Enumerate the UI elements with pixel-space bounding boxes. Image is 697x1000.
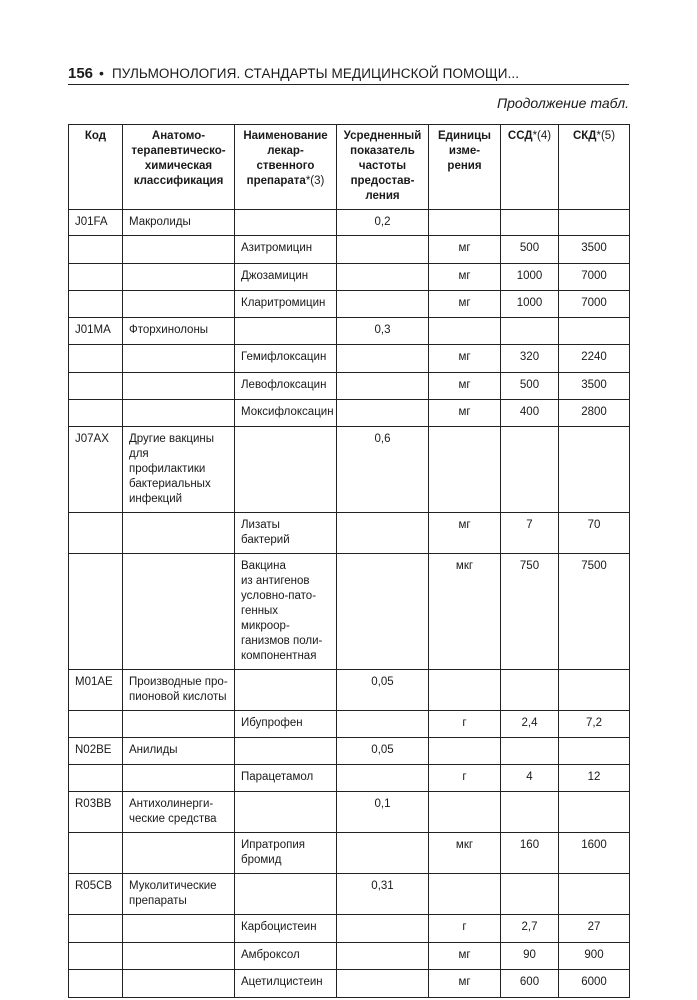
- cell-drug-name: [235, 670, 337, 711]
- group-row: [69, 670, 630, 711]
- cell-frequency: [337, 264, 429, 291]
- cell-drug-name: Джозамицин: [235, 264, 337, 291]
- cell-atc-class: Другие вакцины для профилактики бактериальных инфекций: [123, 427, 235, 513]
- table-continuation-label: Продолжение табл.: [496, 95, 629, 111]
- cell-skd: [559, 792, 630, 833]
- drug-table: [68, 124, 630, 998]
- cell-frequency: [337, 554, 429, 670]
- drug-row: [69, 833, 630, 874]
- cell-frequency: [337, 915, 429, 943]
- cell-frequency: [337, 291, 429, 318]
- header-text: Усредненный показатель частоты предостав- ления: [343, 130, 422, 202]
- drug-row: [69, 915, 630, 943]
- cell-ssd: [501, 738, 559, 765]
- cell-code: [69, 554, 123, 670]
- cell-frequency: 0,05: [337, 670, 429, 711]
- header-text: Наименование лекар- ственного препарата: [243, 130, 328, 187]
- cell-skd: 27: [559, 915, 630, 943]
- running-title: ПУЛЬМОНОЛОГИЯ. СТАНДАРТЫ МЕДИЦИНСКОЙ ПОМОЩИ...: [111, 65, 520, 81]
- cell-ssd: 750: [501, 554, 559, 670]
- cell-atc-class: [123, 970, 235, 998]
- cell-unit: [429, 210, 501, 236]
- cell-skd: 3500: [559, 236, 630, 264]
- cell-drug-name: Ибупрофен: [235, 711, 337, 738]
- cell-ssd: [501, 318, 559, 345]
- cell-frequency: 0,31: [337, 874, 429, 915]
- cell-code: N02BE: [69, 738, 123, 765]
- header-text: Код: [84, 130, 107, 142]
- cell-ssd: [501, 874, 559, 915]
- cell-atc-class: Фторхинолоны: [123, 318, 235, 345]
- cell-skd: 900: [559, 943, 630, 970]
- drug-row: [69, 373, 630, 400]
- cell-ssd: 320: [501, 345, 559, 373]
- cell-code: [69, 345, 123, 373]
- cell-code: [69, 943, 123, 970]
- cell-drug-name: [235, 427, 337, 513]
- cell-unit: г: [429, 711, 501, 738]
- drug-row: [69, 554, 630, 670]
- cell-ssd: 500: [501, 236, 559, 264]
- header-text: ССД: [507, 130, 533, 142]
- cell-drug-name: Ипратропия бромид: [235, 833, 337, 874]
- cell-drug-name: Гемифлоксацин: [235, 345, 337, 373]
- cell-unit: мг: [429, 970, 501, 998]
- header-ssd: [501, 125, 559, 210]
- cell-frequency: [337, 400, 429, 427]
- cell-skd: [559, 738, 630, 765]
- cell-skd: 7,2: [559, 711, 630, 738]
- cell-atc-class: [123, 373, 235, 400]
- cell-code: M01AE: [69, 670, 123, 711]
- cell-frequency: [337, 765, 429, 792]
- header-drug-name: [235, 125, 337, 210]
- cell-drug-name: [235, 738, 337, 765]
- cell-unit: мкг: [429, 554, 501, 670]
- group-row: [69, 210, 630, 236]
- cell-atc-class: [123, 765, 235, 792]
- cell-frequency: [337, 236, 429, 264]
- cell-code: R03BB: [69, 792, 123, 833]
- cell-atc-class: [123, 291, 235, 318]
- header-text: Анатомо- терапевтическо- химическая классификация: [131, 130, 226, 187]
- cell-unit: [429, 318, 501, 345]
- header-footnote-ref: *(3): [305, 175, 325, 187]
- cell-drug-name: Карбоцистеин: [235, 915, 337, 943]
- cell-ssd: 1000: [501, 291, 559, 318]
- drug-row: [69, 264, 630, 291]
- cell-ssd: 2,7: [501, 915, 559, 943]
- cell-drug-name: Ацетилцистеин: [235, 970, 337, 998]
- cell-atc-class: [123, 400, 235, 427]
- cell-unit: мг: [429, 345, 501, 373]
- cell-skd: [559, 427, 630, 513]
- cell-unit: мг: [429, 264, 501, 291]
- cell-skd: 7000: [559, 264, 630, 291]
- table-body: [69, 210, 630, 998]
- header-skd: [559, 125, 630, 210]
- drug-row: [69, 711, 630, 738]
- cell-frequency: [337, 513, 429, 554]
- group-row: [69, 318, 630, 345]
- cell-unit: мкг: [429, 833, 501, 874]
- cell-atc-class: [123, 264, 235, 291]
- cell-skd: 6000: [559, 970, 630, 998]
- cell-atc-class: [123, 943, 235, 970]
- page-number: 156: [68, 64, 94, 82]
- cell-skd: [559, 318, 630, 345]
- cell-ssd: [501, 792, 559, 833]
- header-code: [69, 125, 123, 210]
- cell-code: R05CB: [69, 874, 123, 915]
- group-row: [69, 738, 630, 765]
- drug-row: [69, 943, 630, 970]
- cell-unit: мг: [429, 291, 501, 318]
- drug-row: [69, 236, 630, 264]
- header-bullet: •: [99, 65, 104, 81]
- drug-row: [69, 400, 630, 427]
- cell-ssd: 2,4: [501, 711, 559, 738]
- running-header: [68, 62, 629, 85]
- table-header: [69, 125, 630, 210]
- cell-atc-class: Макролиды: [123, 210, 235, 236]
- header-frequency: [337, 125, 429, 210]
- cell-atc-class: [123, 513, 235, 554]
- cell-code: [69, 236, 123, 264]
- cell-unit: мг: [429, 373, 501, 400]
- header-unit: [429, 125, 501, 210]
- header-text: Единицы изме- рения: [438, 130, 491, 172]
- cell-skd: 2240: [559, 345, 630, 373]
- cell-unit: мг: [429, 513, 501, 554]
- cell-ssd: 500: [501, 373, 559, 400]
- cell-code: [69, 264, 123, 291]
- cell-drug-name: Амброксол: [235, 943, 337, 970]
- group-row: [69, 427, 630, 513]
- cell-unit: г: [429, 765, 501, 792]
- cell-skd: 2800: [559, 400, 630, 427]
- cell-drug-name: Вакцина из антигенов условно-пато- генных микроор- ганизмов поли- компонентная: [235, 554, 337, 670]
- cell-code: [69, 711, 123, 738]
- cell-drug-name: Левофлоксацин: [235, 373, 337, 400]
- group-row: [69, 792, 630, 833]
- cell-ssd: [501, 427, 559, 513]
- cell-skd: 70: [559, 513, 630, 554]
- cell-frequency: 0,3: [337, 318, 429, 345]
- cell-atc-class: [123, 833, 235, 874]
- cell-frequency: [337, 373, 429, 400]
- cell-ssd: 4: [501, 765, 559, 792]
- drug-row: [69, 513, 630, 554]
- cell-skd: [559, 210, 630, 236]
- cell-drug-name: [235, 210, 337, 236]
- header-text: СКД: [572, 130, 597, 142]
- cell-code: J01FA: [69, 210, 123, 236]
- cell-skd: 7000: [559, 291, 630, 318]
- cell-unit: мг: [429, 400, 501, 427]
- cell-frequency: 0,6: [337, 427, 429, 513]
- cell-skd: 3500: [559, 373, 630, 400]
- cell-code: [69, 970, 123, 998]
- cell-atc-class: Анилиды: [123, 738, 235, 765]
- cell-code: [69, 833, 123, 874]
- cell-code: [69, 513, 123, 554]
- cell-frequency: 0,2: [337, 210, 429, 236]
- cell-code: J01MA: [69, 318, 123, 345]
- cell-skd: 1600: [559, 833, 630, 874]
- cell-drug-name: [235, 318, 337, 345]
- cell-code: [69, 400, 123, 427]
- cell-unit: [429, 427, 501, 513]
- cell-atc-class: Антихолинерги- ческие средства: [123, 792, 235, 833]
- group-row: [69, 874, 630, 915]
- cell-drug-name: Кларитромицин: [235, 291, 337, 318]
- cell-unit: [429, 670, 501, 711]
- cell-drug-name: [235, 874, 337, 915]
- cell-frequency: [337, 970, 429, 998]
- header-footnote-ref: *(4): [532, 130, 552, 142]
- drug-row: [69, 765, 630, 792]
- cell-skd: 12: [559, 765, 630, 792]
- cell-frequency: [337, 833, 429, 874]
- cell-frequency: 0,1: [337, 792, 429, 833]
- cell-atc-class: [123, 345, 235, 373]
- cell-atc-class: [123, 915, 235, 943]
- cell-code: J07AX: [69, 427, 123, 513]
- drug-row: [69, 291, 630, 318]
- cell-ssd: [501, 670, 559, 711]
- drug-row: [69, 345, 630, 373]
- cell-atc-class: Муколитические препараты: [123, 874, 235, 915]
- cell-skd: [559, 874, 630, 915]
- cell-ssd: 1000: [501, 264, 559, 291]
- cell-skd: 7500: [559, 554, 630, 670]
- cell-unit: [429, 874, 501, 915]
- cell-atc-class: [123, 711, 235, 738]
- cell-skd: [559, 670, 630, 711]
- cell-unit: мг: [429, 236, 501, 264]
- cell-frequency: [337, 345, 429, 373]
- cell-frequency: [337, 943, 429, 970]
- cell-ssd: 400: [501, 400, 559, 427]
- cell-atc-class: [123, 554, 235, 670]
- cell-drug-name: Азитромицин: [235, 236, 337, 264]
- cell-code: [69, 765, 123, 792]
- cell-drug-name: Моксифлоксацин: [235, 400, 337, 427]
- cell-frequency: 0,05: [337, 738, 429, 765]
- header-atc-class: [123, 125, 235, 210]
- cell-code: [69, 373, 123, 400]
- cell-unit: г: [429, 915, 501, 943]
- cell-unit: [429, 738, 501, 765]
- cell-atc-class: Производные про- пионовой кислоты: [123, 670, 235, 711]
- header-footnote-ref: *(5): [596, 130, 616, 142]
- cell-ssd: 7: [501, 513, 559, 554]
- cell-ssd: 90: [501, 943, 559, 970]
- header-row: [69, 125, 630, 210]
- cell-code: [69, 915, 123, 943]
- cell-frequency: [337, 711, 429, 738]
- cell-ssd: [501, 210, 559, 236]
- cell-atc-class: [123, 236, 235, 264]
- cell-ssd: 600: [501, 970, 559, 998]
- drug-row: [69, 970, 630, 998]
- cell-drug-name: Парацетамол: [235, 765, 337, 792]
- cell-drug-name: [235, 792, 337, 833]
- cell-ssd: 160: [501, 833, 559, 874]
- cell-unit: [429, 792, 501, 833]
- cell-unit: мг: [429, 943, 501, 970]
- cell-drug-name: Лизаты бактерий: [235, 513, 337, 554]
- cell-code: [69, 291, 123, 318]
